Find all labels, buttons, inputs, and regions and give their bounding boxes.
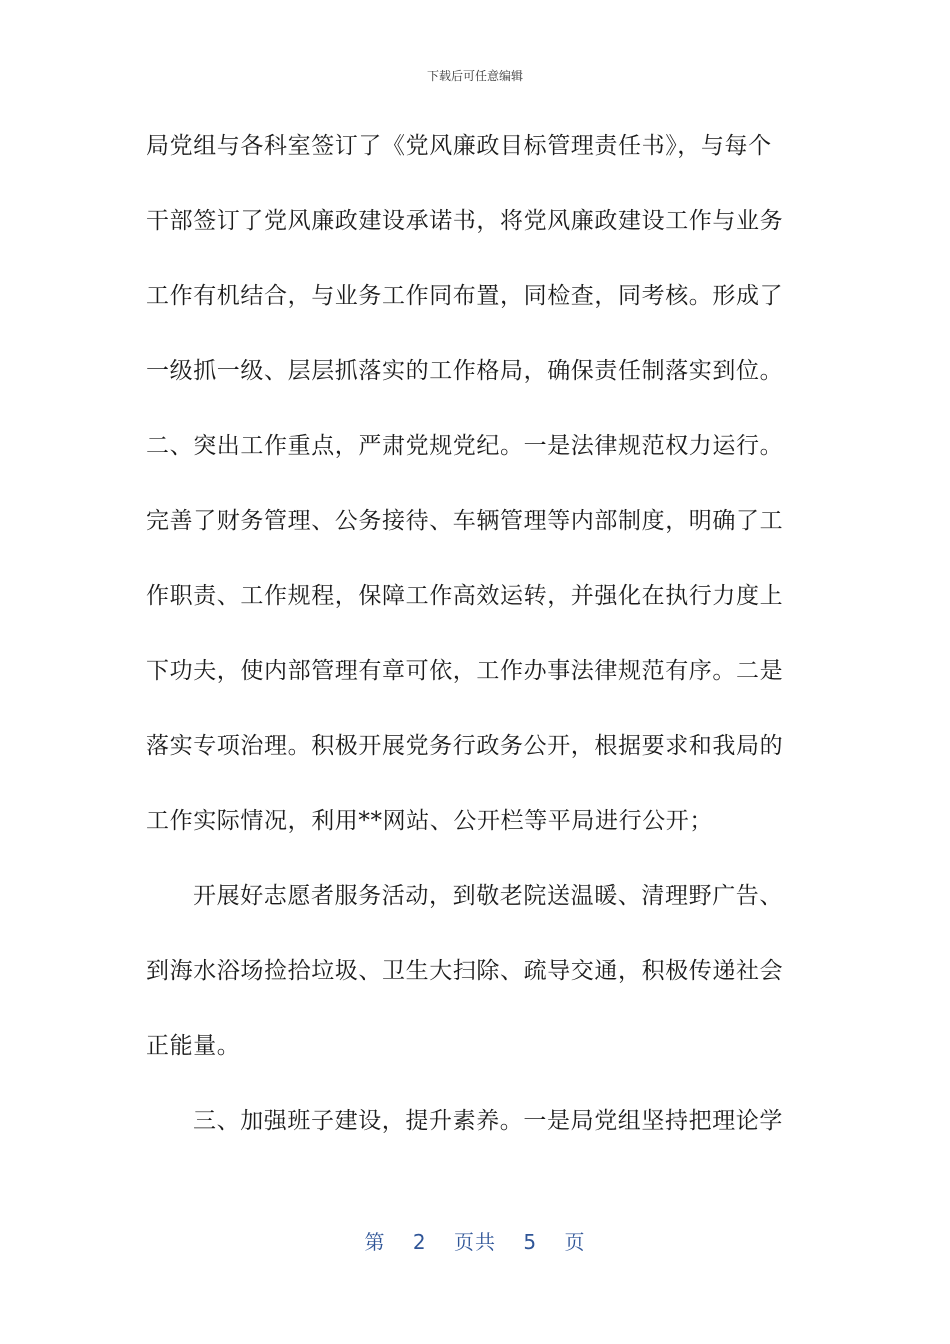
text-line: 干部签订了党风廉政建设承诺书，将党风廉政建设工作与业务 bbox=[146, 208, 784, 234]
footer-prefix: 第 bbox=[364, 1230, 386, 1254]
text-line: 工作实际情况，利用**网站、公开栏等平局进行公开； bbox=[146, 808, 713, 834]
text-line: 一级抓一级、层层抓落实的工作格局，确保责任制落实到位。 bbox=[146, 358, 784, 384]
header-note: 下载后可任意编辑 bbox=[426, 69, 523, 83]
text-line: 局党组与各科室签订了《党风廉政目标管理责任书》，与每个 bbox=[146, 133, 772, 159]
text-line: 开展好志愿者服务活动，到敬老院送温暖、清理野广告、 bbox=[193, 883, 783, 909]
footer-suffix: 页 bbox=[564, 1230, 586, 1254]
total-pages-number: 5 bbox=[523, 1230, 538, 1254]
text-line: 到海水浴场捡拾垃圾、卫生大扫除、疏导交通，积极传递社会 bbox=[146, 958, 784, 984]
text-line: 落实专项治理。积极开展党务行政务公开，根据要求和我局的 bbox=[146, 733, 784, 759]
text-line: 二、突出工作重点，严肃党规党纪。一是法律规范权力运行。 bbox=[146, 433, 784, 459]
text-line: 下功夫，使内部管理有章可依，工作办事法律规范有序。二是 bbox=[146, 658, 784, 684]
text-line: 完善了财务管理、公务接待、车辆管理等内部制度，明确了工 bbox=[146, 508, 784, 534]
current-page-number: 2 bbox=[412, 1230, 427, 1254]
text-line: 正能量。 bbox=[146, 1033, 241, 1059]
page-footer bbox=[0, 1226, 950, 1255]
text-line: 工作有机结合，与业务工作同布置，同检查，同考核。形成了 bbox=[146, 283, 784, 309]
text-line: 三、加强班子建设，提升素养。一是局党组坚持把理论学 bbox=[193, 1108, 783, 1134]
body-text bbox=[146, 126, 794, 1176]
footer-middle: 页共 bbox=[454, 1230, 496, 1254]
text-line: 作职责、工作规程，保障工作高效运转，并强化在执行力度上 bbox=[146, 583, 784, 609]
